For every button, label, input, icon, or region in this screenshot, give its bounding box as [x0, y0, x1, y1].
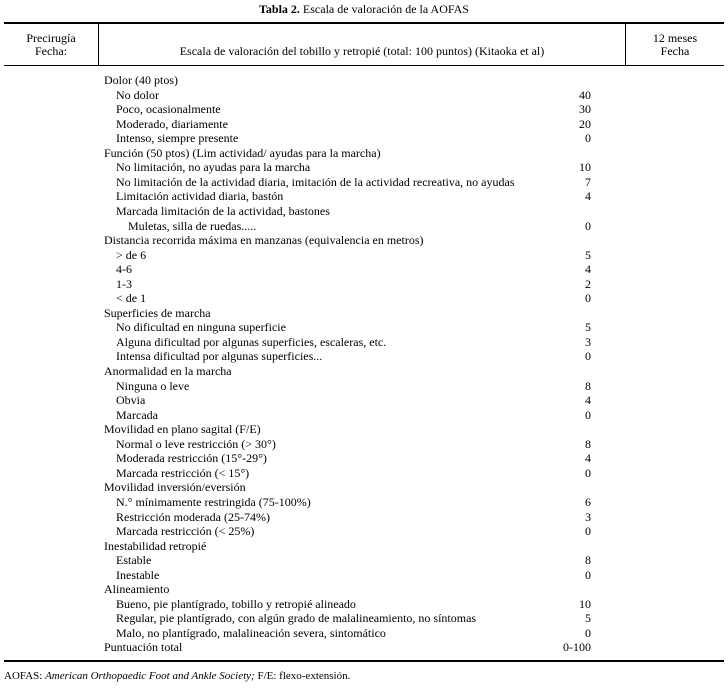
- row-label: Dolor (40 ptos): [104, 73, 178, 87]
- row-points: 5: [585, 320, 591, 335]
- header-precirugia-label: Precirugía: [26, 31, 76, 45]
- row-points: 0: [585, 567, 591, 582]
- header-12-months-date: Fecha: [660, 44, 690, 58]
- row-points: 7: [585, 174, 591, 189]
- row-label: Restricción moderada (25-74%): [116, 509, 270, 524]
- row-points: 4: [585, 393, 591, 408]
- row-label: Estable: [116, 553, 152, 568]
- row-label: > de 6: [116, 247, 147, 262]
- row-label: No dolor: [116, 87, 159, 102]
- row-label: Superficies de marcha: [104, 305, 211, 320]
- row-points: 40: [579, 87, 591, 102]
- row-label: Anormalidad en la marcha: [104, 364, 232, 378]
- row-points: 4: [585, 451, 591, 466]
- row-points: 10: [579, 596, 591, 611]
- header-scale-text: Escala de valoración del tobillo y retropié (total: 100 puntos) (Kitaoka et al): [179, 44, 545, 58]
- footnote-rest: F/E: flexo-extensión.: [254, 670, 351, 682]
- row-points: 0: [585, 524, 591, 539]
- row-label: 1-3: [116, 276, 132, 291]
- caption-text: Escala de valoración de la AOFAS: [299, 2, 469, 16]
- row-points: 20: [579, 116, 591, 131]
- bottom-rule: [4, 660, 724, 662]
- row-label: Puntuación total: [104, 640, 183, 655]
- row-points: 8: [585, 553, 591, 568]
- row-label: Obvia: [116, 393, 146, 408]
- header-precirugia: [4, 32, 98, 58]
- row-label: Inestabilidad retropié: [104, 538, 207, 553]
- row-points: 3: [585, 509, 591, 524]
- row-points: 0-100: [563, 640, 591, 655]
- row-points: 8: [585, 378, 591, 393]
- row-points: 10: [579, 160, 591, 175]
- row-label: Inestable: [116, 567, 160, 582]
- row-label: Regular, pie plantígrado, con algún grado de malalineamiento, no síntomas: [116, 611, 477, 626]
- row-points: 30: [579, 102, 591, 117]
- row-points: 0: [585, 291, 591, 306]
- row-label: Intenso, siempre presente: [116, 131, 239, 146]
- row-points: 5: [585, 247, 591, 262]
- footnote: [4, 670, 350, 683]
- header-scale-title: [99, 45, 625, 58]
- header-12-months-label: 12 meses: [652, 31, 698, 45]
- row-points: 5: [585, 611, 591, 626]
- row-label: Movilidad en plano sagital (F/E): [104, 422, 261, 437]
- row-label: Limitación actividad diaria, bastón: [116, 189, 284, 204]
- row-label: Normal o leve restricción (> 30°): [116, 436, 276, 451]
- row-label: Alguna dificultad por algunas superficies, escaleras, etc.: [116, 334, 387, 349]
- row-label: Intensa dificultad por algunas superficies...: [116, 349, 323, 364]
- row-label: No limitación, no ayudas para la marcha: [116, 160, 311, 175]
- row-points: 0: [585, 407, 591, 422]
- row-points: 6: [585, 494, 591, 509]
- footnote-abbr: AOFAS:: [4, 670, 46, 682]
- row-label: Marcada restricción (< 15°): [116, 465, 250, 480]
- row-points: 3: [585, 334, 591, 349]
- row-label: Marcada: [116, 407, 158, 422]
- row-label: Distancia recorrida máxima en manzanas (equivalencia en metros): [104, 233, 424, 248]
- top-rule: [4, 22, 724, 24]
- footnote-society: American Orthopaedic Foot and Ankle Society;: [45, 670, 255, 682]
- header-precirugia-date: Fecha:: [35, 44, 67, 58]
- row-label: No dificultad en ninguna superficie: [116, 320, 286, 335]
- row-label: 4-6: [116, 262, 132, 277]
- table-caption: [0, 2, 728, 16]
- row-points: 2: [585, 276, 591, 291]
- row-label: N.° mínimamente restringida (75-100%): [116, 494, 311, 509]
- row-label: Moderado, diariamente: [116, 116, 228, 131]
- header-12-months: [626, 32, 724, 58]
- row-points: 0: [585, 349, 591, 364]
- row-label: Función (50 ptos) (Lim actividad/ ayudas para la marcha): [104, 145, 381, 160]
- caption-label: Tabla 2.: [259, 2, 300, 16]
- row-points: 4: [585, 262, 591, 277]
- row-points: 4: [585, 189, 591, 204]
- row-points: 0: [585, 625, 591, 640]
- row-label: Moderada restricción (15°-29°): [116, 451, 267, 466]
- row-label: Marcada limitación de la actividad, bastones: [116, 203, 330, 218]
- row-label: No limitación de la actividad diaria, imitación de la actividad recreativa, no ayudas: [116, 174, 515, 189]
- row-points: 8: [585, 436, 591, 451]
- row-label: Movilidad inversión/eversión: [104, 480, 246, 495]
- row-label: Alineamiento: [104, 582, 170, 597]
- row-label: Poco, ocasionalmente: [116, 102, 221, 117]
- row-label: Malo, no plantígrado, malalineación severa, sintomático: [116, 625, 386, 640]
- row-label: Ninguna o leve: [116, 378, 190, 393]
- row-points: 0: [585, 218, 591, 233]
- row-label: Muletas, silla de ruedas.....: [128, 218, 257, 233]
- row-label: Marcada restricción (< 25%): [116, 524, 255, 539]
- row-points: 0: [585, 465, 591, 480]
- row-label: < de 1: [116, 291, 147, 306]
- header-rule: [4, 65, 724, 66]
- row-label: Bueno, pie plantígrado, tobillo y retropié alineado: [116, 596, 356, 611]
- row-points: 0: [585, 131, 591, 146]
